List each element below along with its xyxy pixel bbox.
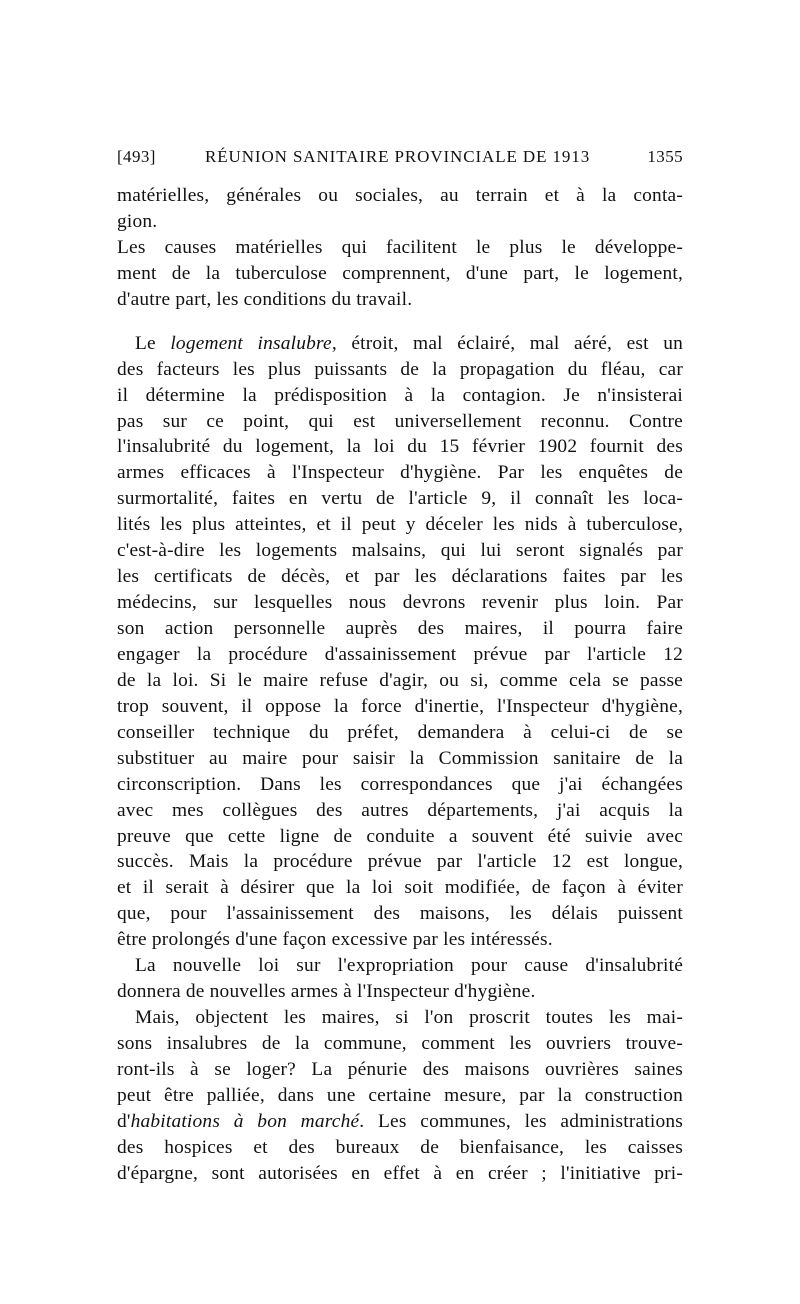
- text-line: des facteurs les plus puissants de la propagation du fléau, car: [117, 358, 683, 380]
- text-line: être prolongés d'une façon excessive par les intéressés.: [117, 929, 553, 951]
- text-line: La nouvelle loi sur l'expropriation pour cause d'insalubrité: [135, 955, 683, 977]
- text-run: Le: [135, 332, 171, 354]
- text-line: des hospices et des bureaux de bienfaisance, les caisses: [117, 1136, 683, 1158]
- emphasis-habitations-bon-marche: habitations à bon marché: [130, 1110, 360, 1132]
- text-run: d': [117, 1110, 131, 1132]
- paragraph-2: [117, 235, 683, 313]
- text-line: gion.: [117, 210, 158, 232]
- text-line: preuve que cette ligne de conduite a souvent été suivie avec: [117, 825, 683, 847]
- text-line: donnera de nouvelles armes à l'Inspecteur d'hygiène.: [117, 981, 536, 1003]
- text-line: [117, 1109, 683, 1135]
- text-line: ment de la tuberculose comprennent, d'une part, le logement,: [117, 262, 683, 284]
- page-number: 1355: [647, 147, 683, 166]
- text-line: peut être palliée, dans une certaine mesure, par la construction: [117, 1084, 683, 1106]
- text-line: [117, 331, 683, 357]
- text-line: armes efficaces à l'Inspecteur d'hygiène. Par les enquêtes de: [117, 462, 683, 484]
- text-line: substituer au maire pour saisir la Commission sanitaire de la: [117, 747, 683, 769]
- text-line: surmortalité, faites en vertu de l'article 9, il connaît les loca-: [117, 488, 683, 510]
- text-line: d'autre part, les conditions du travail.: [117, 288, 413, 310]
- text-line: c'est-à-dire les logements malsains, qui lui seront signalés par: [117, 540, 683, 562]
- text-line: lités les plus atteintes, et il peut y déceler les nids à tuberculose,: [117, 514, 683, 536]
- emphasis-logement-insalubre: logement insalubre: [170, 332, 332, 354]
- text-line: avec mes collègues des autres départements, j'ai acquis la: [117, 799, 683, 821]
- paragraph-1: [117, 183, 683, 235]
- text-line: de la loi. Si le maire refuse d'agir, ou si, comme cela se passe: [117, 669, 683, 691]
- text-line: et il serait à désirer que la loi soit modifiée, de façon à éviter: [117, 877, 683, 899]
- paragraph-4: [117, 953, 683, 1005]
- text-line: d'épargne, sont autorisées en effet à en créer ; l'initiative pri-: [117, 1162, 683, 1184]
- text-line: circonscription. Dans les correspondances que j'ai échangées: [117, 773, 683, 795]
- text-run: , étroit, mal éclairé, mal aéré, est un: [331, 332, 683, 354]
- text-line: médecins, sur lesquelles nous devrons revenir plus loin. Par: [117, 592, 683, 614]
- text-line: trop souvent, il oppose la force d'inertie, l'Inspecteur d'hygiène,: [117, 695, 683, 717]
- text-line: succès. Mais la procédure prévue par l'article 12 est longue,: [117, 851, 683, 873]
- section-number: [493]: [117, 147, 156, 166]
- text-line: engager la procédure d'assainissement prévue par l'article 12: [117, 643, 683, 665]
- text-line: matérielles, générales ou sociales, au terrain et à la conta-: [117, 185, 683, 206]
- running-head: [117, 147, 683, 171]
- running-title: RÉUNION SANITAIRE PROVINCIALE DE 1913: [205, 147, 591, 166]
- text-line: Mais, objectent les maires, si l'on proscrit toutes les mai-: [135, 1007, 683, 1029]
- text-line: il détermine la prédisposition à la contagion. Je n'insisterai: [117, 384, 683, 406]
- paragraph-3: [117, 331, 683, 954]
- body-text: [117, 183, 683, 1187]
- text-line: sons insalubres de la commune, comment les ouvriers trouve-: [117, 1033, 683, 1054]
- text-line: son action personnelle auprès des maires, il pourra faire: [117, 618, 683, 639]
- text-line: pas sur ce point, qui est universellement reconnu. Contre: [117, 410, 683, 432]
- text-line: l'insalubrité du logement, la loi du 15 février 1902 fournit des: [117, 436, 683, 458]
- text-line: que, pour l'assainissement des maisons, les délais puissent: [117, 903, 683, 925]
- text-run: . Les communes, les administrations: [359, 1110, 683, 1132]
- text-line: conseiller technique du préfet, demandera à celui-ci de se: [117, 721, 683, 743]
- paragraph-5: [117, 1005, 683, 1187]
- text-line: les certificats de décès, et par les déclarations faites par les: [117, 566, 683, 588]
- text-line: Les causes matérielles qui facilitent le plus le développe-: [117, 236, 683, 258]
- text-line: ront-ils à se loger? La pénurie des maisons ouvrières saines: [117, 1058, 683, 1080]
- paragraph-gap: [117, 313, 683, 331]
